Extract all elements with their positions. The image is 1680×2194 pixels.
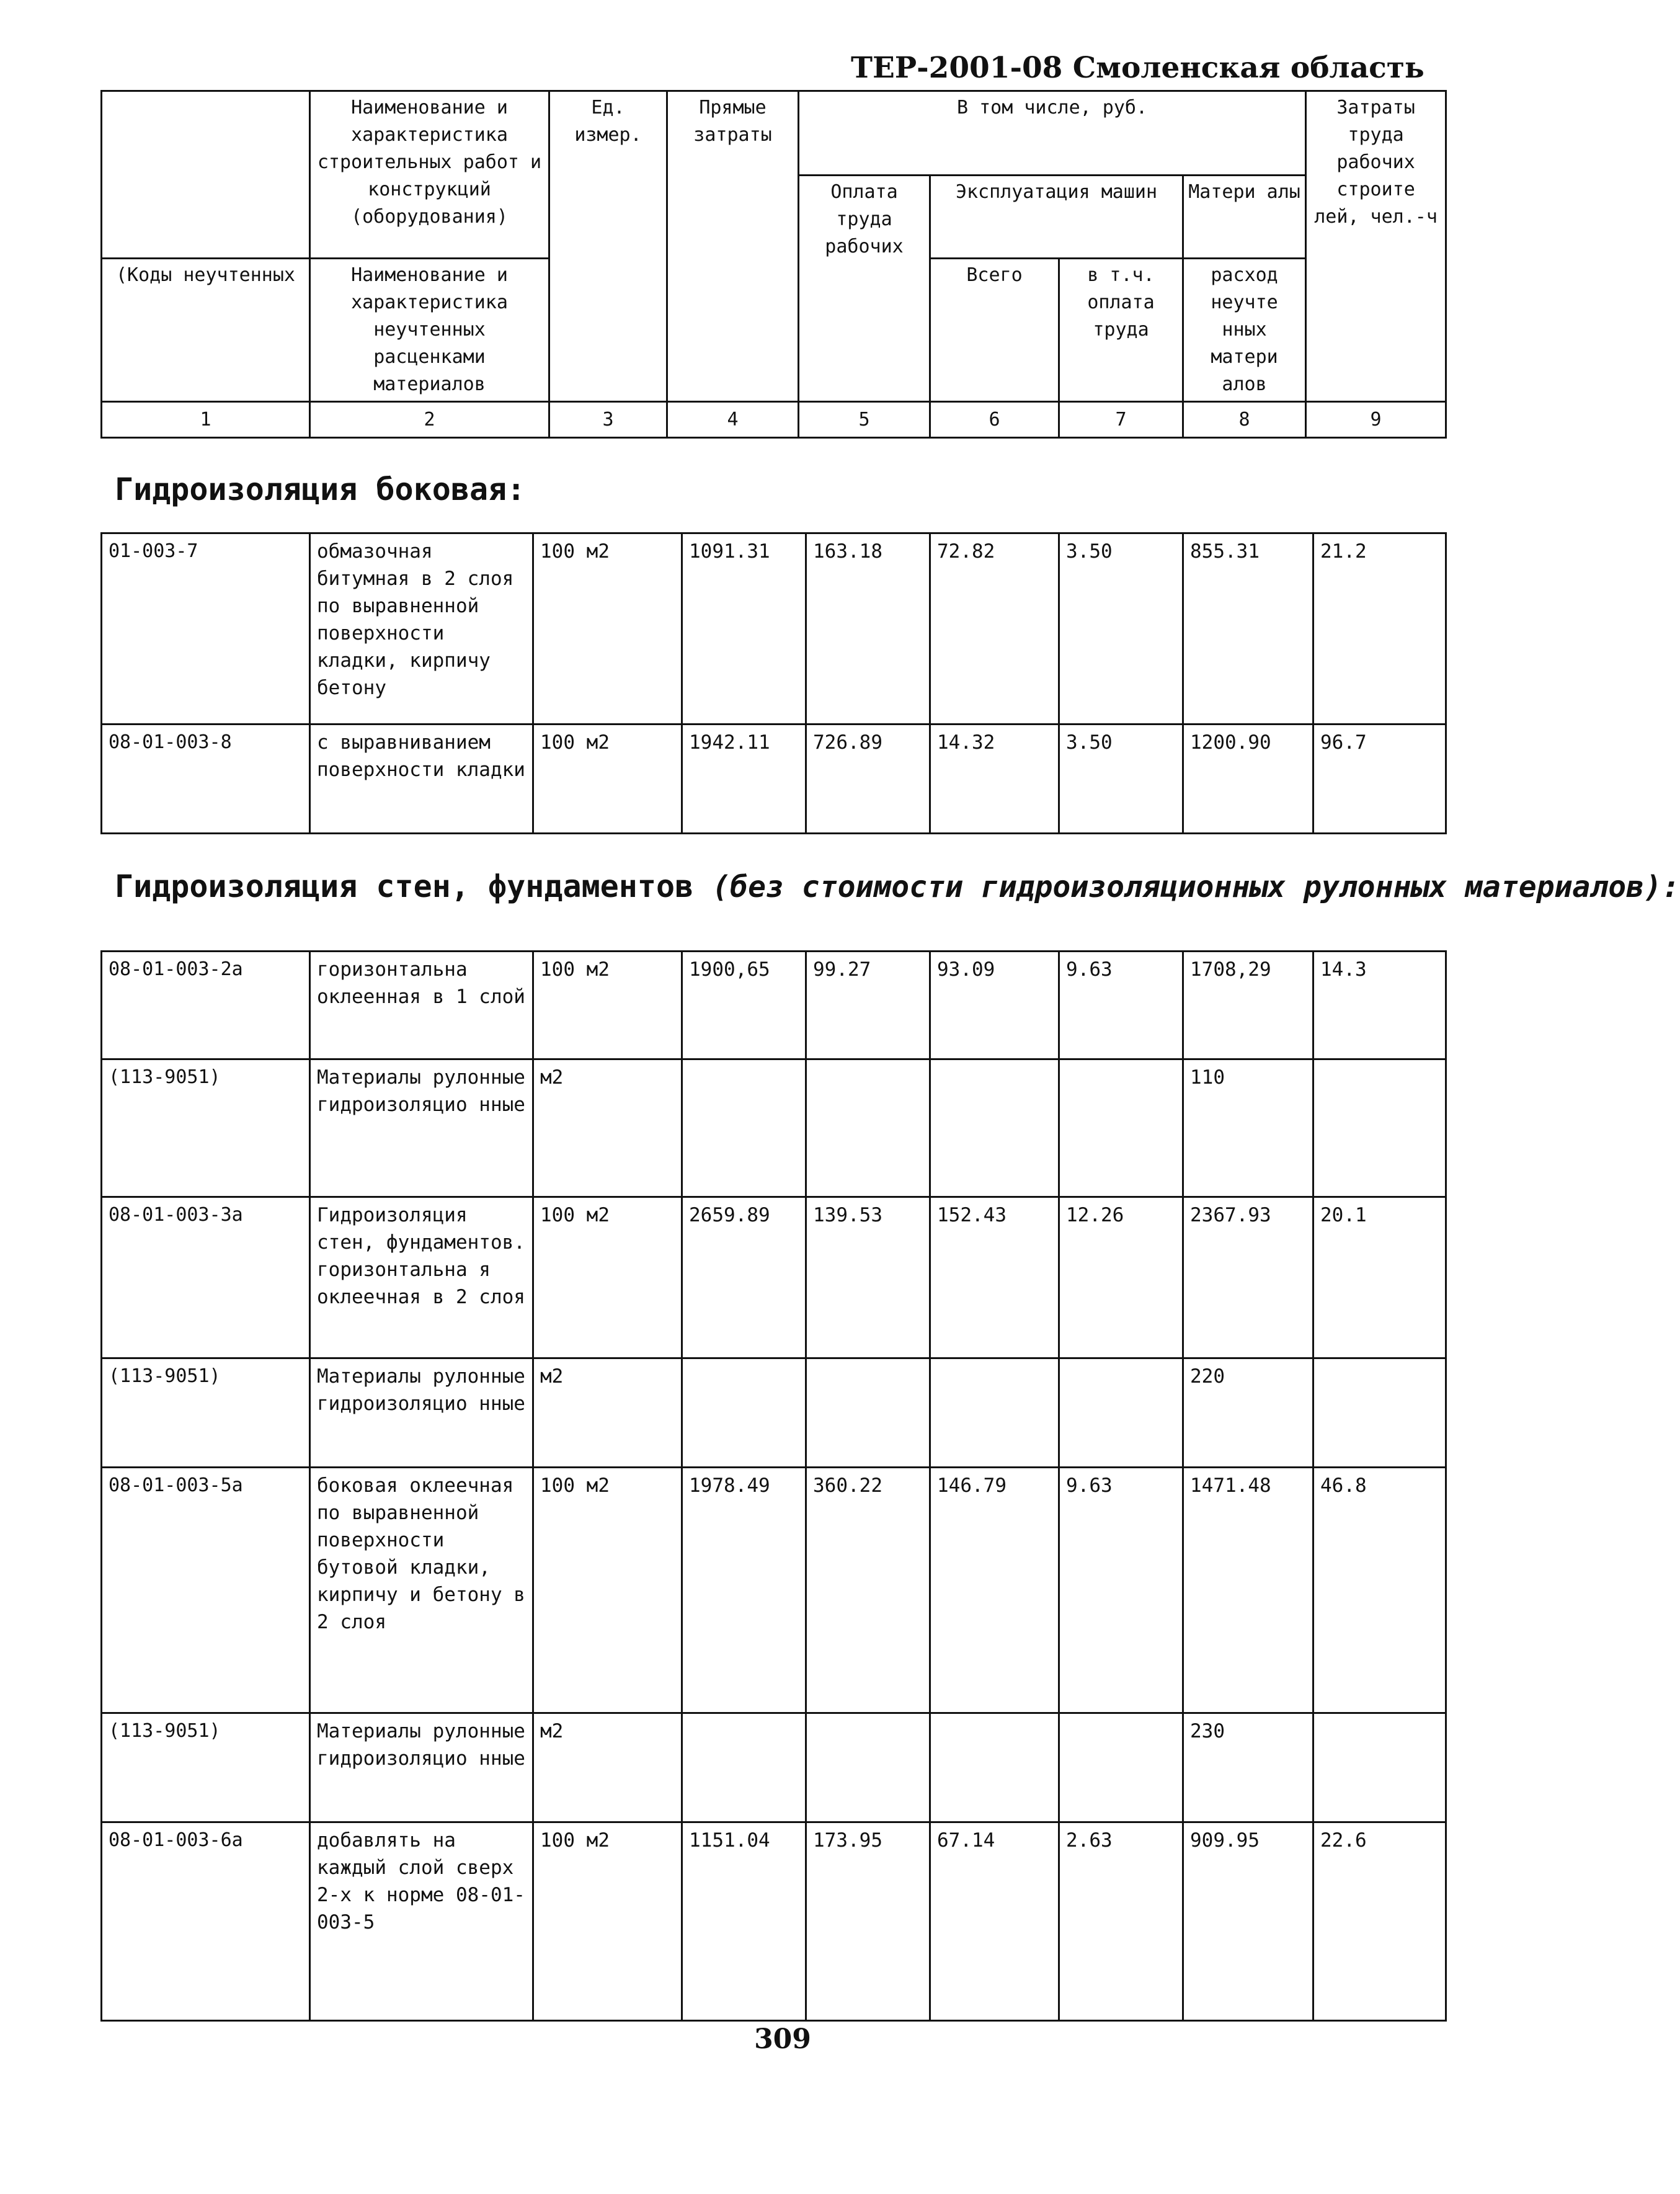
row-labor-pay: 139.53 xyxy=(806,1197,930,1358)
row-labor-cost: 46.8 xyxy=(1313,1468,1446,1713)
row-code: 08-01-003-6а xyxy=(102,1822,310,2021)
table-row xyxy=(102,1059,1446,1197)
table-row xyxy=(102,952,1446,1059)
row-machines-total: 152.43 xyxy=(930,1197,1059,1358)
header-machines: Эксплуатация машин xyxy=(930,176,1183,259)
row-labor-pay xyxy=(806,1358,930,1468)
row-name: обмазочная битумная в 2 слоя по выравненной поверхности кладки, кирпичу бетону xyxy=(310,533,533,725)
table-header xyxy=(100,90,1447,439)
row-labor-cost: 96.7 xyxy=(1313,725,1446,834)
row-labor-pay xyxy=(806,1059,930,1197)
row-materials: 909.95 xyxy=(1183,1822,1313,2021)
row-labor-pay: 726.89 xyxy=(806,725,930,834)
row-direct: 1900,65 xyxy=(682,952,806,1059)
row-unit: м2 xyxy=(533,1358,682,1468)
header-num-6: 6 xyxy=(930,402,1059,438)
row-machines-pay: 3.50 xyxy=(1059,533,1183,725)
section-title-walls-main: Гидроизоляция стен, фундаментов xyxy=(115,868,694,904)
row-materials: 220 xyxy=(1183,1358,1313,1468)
row-direct: 1942.11 xyxy=(682,725,806,834)
header-codes-bottom: (Коды неучтенных xyxy=(102,259,310,402)
row-code: 08-01-003-2а xyxy=(102,952,310,1059)
row-code: 08-01-003-8 xyxy=(102,725,310,834)
row-code: (113-9051) xyxy=(102,1358,310,1468)
row-code: 01-003-7 xyxy=(102,533,310,725)
row-materials: 1200.90 xyxy=(1183,725,1313,834)
row-machines-total: 14.32 xyxy=(930,725,1059,834)
row-machines-total: 146.79 xyxy=(930,1468,1059,1713)
header-name-top: Наименование и характеристика строительных работ и конструкций (оборудования) xyxy=(310,91,549,259)
row-unit: 100 м2 xyxy=(533,952,682,1059)
header-materials-bottom: расход неучте нных матери алов xyxy=(1183,259,1306,402)
row-labor-cost xyxy=(1313,1713,1446,1822)
row-name: добавлять на каждый слой сверх 2-х к норме 08-01-003-5 xyxy=(310,1822,533,2021)
header-machines-pay: в т.ч. оплата труда xyxy=(1059,259,1183,402)
row-materials: 1708,29 xyxy=(1183,952,1313,1059)
header-num-3: 3 xyxy=(549,402,667,438)
row-labor-pay: 360.22 xyxy=(806,1468,930,1713)
row-machines-pay: 9.63 xyxy=(1059,952,1183,1059)
row-labor-cost: 20.1 xyxy=(1313,1197,1446,1358)
header-num-1: 1 xyxy=(102,402,310,438)
header-name-bottom: Наименование и характеристика неучтенных расценками материалов xyxy=(310,259,549,402)
header-codes-top xyxy=(102,91,310,259)
table-row xyxy=(102,1358,1446,1468)
row-machines-total xyxy=(930,1358,1059,1468)
header-num-7: 7 xyxy=(1059,402,1183,438)
row-labor-pay: 99.27 xyxy=(806,952,930,1059)
header-num-2: 2 xyxy=(310,402,549,438)
row-unit: 100 м2 xyxy=(533,1822,682,2021)
header-num-9: 9 xyxy=(1306,402,1446,438)
row-name: Гидроизоляция стен, фундаментов. горизонтальна я оклеечная в 2 слоя xyxy=(310,1197,533,1358)
row-labor-pay: 163.18 xyxy=(806,533,930,725)
row-machines-total xyxy=(930,1059,1059,1197)
row-direct xyxy=(682,1713,806,1822)
row-materials: 230 xyxy=(1183,1713,1313,1822)
row-code: (113-9051) xyxy=(102,1059,310,1197)
row-direct xyxy=(682,1059,806,1197)
row-machines-total: 72.82 xyxy=(930,533,1059,725)
row-unit: 100 м2 xyxy=(533,533,682,725)
header-machines-total: Всего xyxy=(930,259,1059,402)
header-num-5: 5 xyxy=(799,402,930,438)
table-row xyxy=(102,1468,1446,1713)
row-name: боковая оклеечная по выравненной поверхности бутовой кладки, кирпичу и бетону в 2 слоя xyxy=(310,1468,533,1713)
section1-table xyxy=(100,532,1447,834)
row-direct: 1151.04 xyxy=(682,1822,806,2021)
table-row xyxy=(102,1197,1446,1358)
row-name: горизонтальна оклеенная в 1 слой xyxy=(310,952,533,1059)
row-machines-pay xyxy=(1059,1059,1183,1197)
header-unit: Ед. измер. xyxy=(549,91,667,402)
row-materials: 855.31 xyxy=(1183,533,1313,725)
header-direct-costs: Прямые затраты xyxy=(667,91,799,402)
row-direct: 2659.89 xyxy=(682,1197,806,1358)
row-materials: 1471.48 xyxy=(1183,1468,1313,1713)
row-labor-cost: 22.6 xyxy=(1313,1822,1446,2021)
row-labor-pay xyxy=(806,1713,930,1822)
section-title-walls-note: (без стоимости гидроизоляционных рулонных материалов): xyxy=(712,870,1680,904)
row-labor-cost: 14.3 xyxy=(1313,952,1446,1059)
row-labor-cost xyxy=(1313,1059,1446,1197)
row-labor-cost xyxy=(1313,1358,1446,1468)
header-labor-cost: Затраты труда рабочих строите лей, чел.-ч xyxy=(1306,91,1446,402)
header-num-4: 4 xyxy=(667,402,799,438)
row-name: Материалы рулонные гидроизоляцио нные xyxy=(310,1358,533,1468)
header-num-8: 8 xyxy=(1183,402,1306,438)
row-materials: 2367.93 xyxy=(1183,1197,1313,1358)
section-title-side: Гидроизоляция боковая: xyxy=(115,471,526,507)
row-machines-total: 67.14 xyxy=(930,1822,1059,2021)
section-title-walls xyxy=(115,868,1680,904)
table-row xyxy=(102,1822,1446,2021)
row-code: 08-01-003-5а xyxy=(102,1468,310,1713)
row-unit: 100 м2 xyxy=(533,725,682,834)
row-machines-pay: 2.63 xyxy=(1059,1822,1183,2021)
row-labor-cost: 21.2 xyxy=(1313,533,1446,725)
row-name: с выравниванием поверхности кладки xyxy=(310,725,533,834)
table-row xyxy=(102,725,1446,834)
row-direct: 1978.49 xyxy=(682,1468,806,1713)
header-labor-pay: Оплата труда рабочих xyxy=(799,176,930,402)
row-code: (113-9051) xyxy=(102,1713,310,1822)
row-materials: 110 xyxy=(1183,1059,1313,1197)
row-machines-pay xyxy=(1059,1713,1183,1822)
row-name: Материалы рулонные гидроизоляцио нные xyxy=(310,1713,533,1822)
row-machines-total: 93.09 xyxy=(930,952,1059,1059)
row-machines-pay xyxy=(1059,1358,1183,1468)
row-code: 08-01-003-3а xyxy=(102,1197,310,1358)
table-row xyxy=(102,1713,1446,1822)
row-unit: 100 м2 xyxy=(533,1468,682,1713)
row-unit: м2 xyxy=(533,1059,682,1197)
row-machines-pay: 12.26 xyxy=(1059,1197,1183,1358)
row-unit: м2 xyxy=(533,1713,682,1822)
section2-table xyxy=(100,950,1447,2022)
row-labor-pay: 173.95 xyxy=(806,1822,930,2021)
row-direct: 1091.31 xyxy=(682,533,806,725)
row-machines-pay: 3.50 xyxy=(1059,725,1183,834)
row-name: Материалы рулонные гидроизоляцио нные xyxy=(310,1059,533,1197)
row-machines-total xyxy=(930,1713,1059,1822)
table-row xyxy=(102,533,1446,725)
page-number: 309 xyxy=(754,2023,811,2055)
header-including: В том числе, руб. xyxy=(799,91,1306,176)
page-header: ТЕР-2001-08 Смоленская область xyxy=(851,51,1424,85)
row-direct xyxy=(682,1358,806,1468)
header-materials-top: Матери алы xyxy=(1183,176,1306,259)
row-unit: 100 м2 xyxy=(533,1197,682,1358)
row-machines-pay: 9.63 xyxy=(1059,1468,1183,1713)
